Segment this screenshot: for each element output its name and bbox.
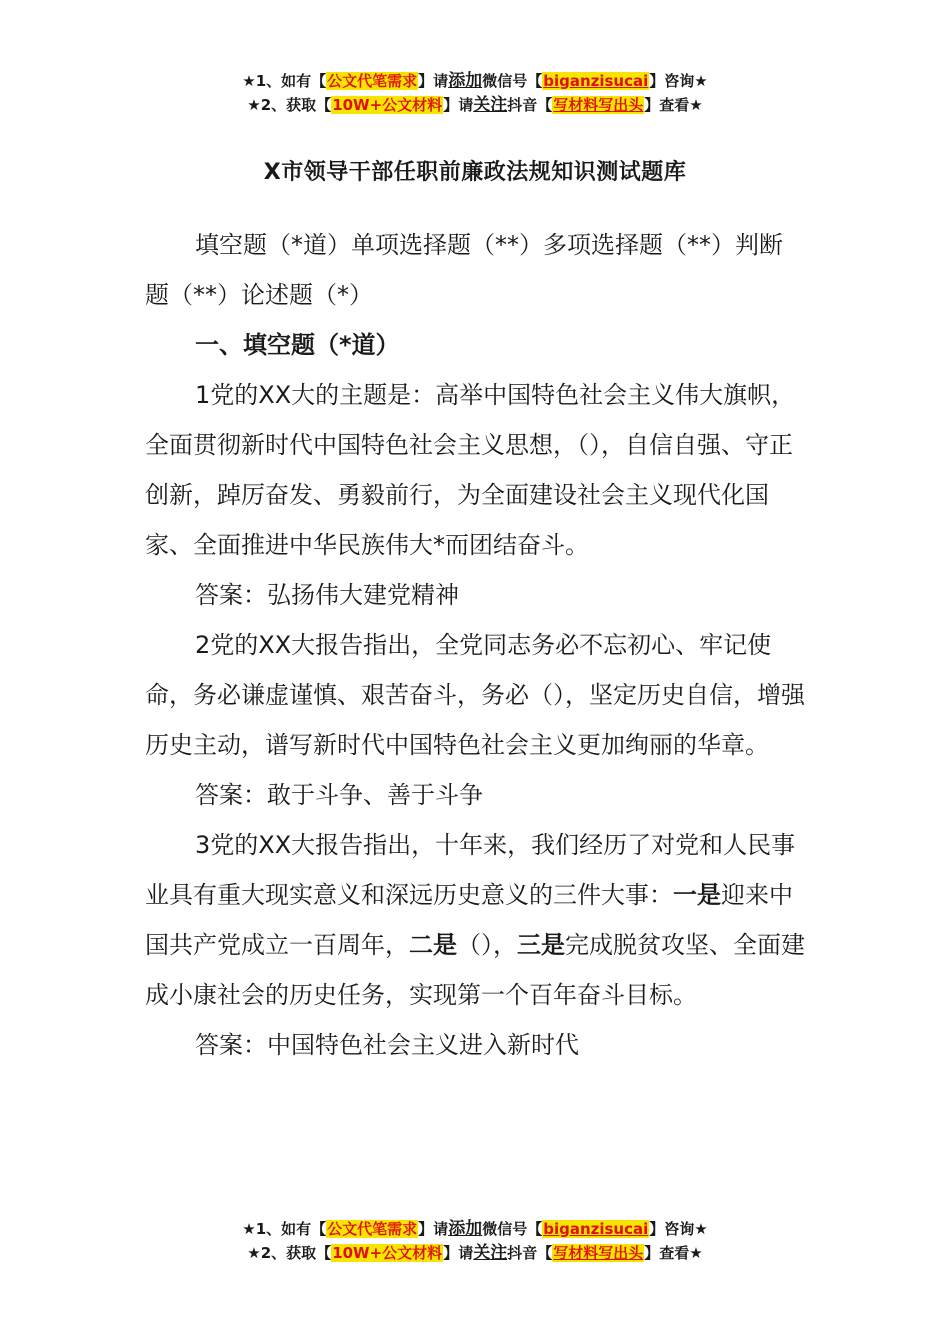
banner-highlight: 10W+公文材料 <box>332 96 443 114</box>
answer-2: 答案：敢于斗争、善于斗争 <box>195 781 483 809</box>
banner-text: 微信号【 <box>482 1220 543 1238</box>
banner-highlight: biganzisucai <box>543 1220 649 1238</box>
intro-paragraph: 填空题（*道）单项选择题（**）多项选择题（**）判断题（**）论述题（*） <box>145 231 783 309</box>
document-body <box>145 220 805 1070</box>
banner-emphasis: 关注 <box>473 1243 508 1263</box>
banner-text: ★1、如有【 <box>242 72 327 90</box>
section-heading: 一、填空题（*道） <box>195 331 400 359</box>
banner-text: 】咨询★ <box>649 72 708 90</box>
question-bold: 三是 <box>517 931 565 959</box>
banner-text: 】请 <box>443 1244 474 1262</box>
banner-emphasis: 添加 <box>448 71 483 91</box>
question-1: 1党的XX大的主题是：高举中国特色社会主义伟大旗帜，全面贯彻新时代中国特色社会主义思想，（），自信自强、守正创新，踔厉奋发、勇毅前行，为全面建设社会主义现代化国家、全面推进中华民族伟大*而团结奋斗。 <box>145 381 796 559</box>
banner-text: 】请 <box>418 72 449 90</box>
banner-text: ★2、获取【 <box>247 96 332 114</box>
question-2: 2党的XX大报告指出，全党同志务必不忘初心、牢记使命，务必谦虚谨慎、艰苦奋斗，务必（），坚定历史自信，增强历史主动，谱写新时代中国特色社会主义更加绚丽的华章。 <box>145 631 805 759</box>
banner-text: ★1、如有【 <box>242 1220 327 1238</box>
banner-line-1 <box>0 1217 950 1241</box>
question-text: 迎来中国共产党成立一百周年， <box>145 881 793 959</box>
banner-highlight: 10W+公文材料 <box>332 1244 443 1262</box>
banner-line-2 <box>0 93 950 117</box>
banner-text: ★2、获取【 <box>247 1244 332 1262</box>
banner-text: 】请 <box>443 96 474 114</box>
question-bold: 一是 <box>673 881 721 909</box>
document-title: X市领导干部任职前廉政法规知识测试题库 <box>263 160 687 185</box>
answer-1: 答案：弘扬伟大建党精神 <box>195 581 459 609</box>
banner-text: 】查看★ <box>644 1244 703 1262</box>
banner-text: 】咨询★ <box>649 1220 708 1238</box>
banner-emphasis: 关注 <box>473 95 508 115</box>
question-bold: 二是 <box>409 931 457 959</box>
question-text: 3党的XX大报告指出，十年来，我们经历了对党和人民事业具有重大现实意义和深远历史意义的三件大事： <box>145 831 796 909</box>
banner-text: 】查看★ <box>644 96 703 114</box>
banner-highlight: biganzisucai <box>543 72 649 90</box>
banner-text: 抖音【 <box>507 1244 553 1262</box>
question-text: （）， <box>457 931 517 959</box>
banner-highlight: 公文代笔需求 <box>327 72 418 90</box>
answer-3: 答案：中国特色社会主义进入新时代 <box>195 1031 579 1059</box>
banner-text: 微信号【 <box>482 72 543 90</box>
banner-line-1 <box>0 69 950 93</box>
header-banner <box>0 69 950 117</box>
banner-text: 抖音【 <box>507 96 553 114</box>
banner-highlight: 公文代笔需求 <box>327 1220 418 1238</box>
banner-highlight: 写材料写出头 <box>553 1244 644 1262</box>
banner-highlight: 写材料写出头 <box>553 96 644 114</box>
banner-line-2 <box>0 1241 950 1265</box>
question-text: 完成脱贫攻坚、全面建成小康社会的历史任务，实现第一个百年奋斗目标。 <box>145 931 805 1009</box>
banner-text: 】请 <box>418 1220 449 1238</box>
banner-emphasis: 添加 <box>448 1219 483 1239</box>
footer-banner <box>0 1217 950 1265</box>
question-3 <box>145 820 805 1020</box>
